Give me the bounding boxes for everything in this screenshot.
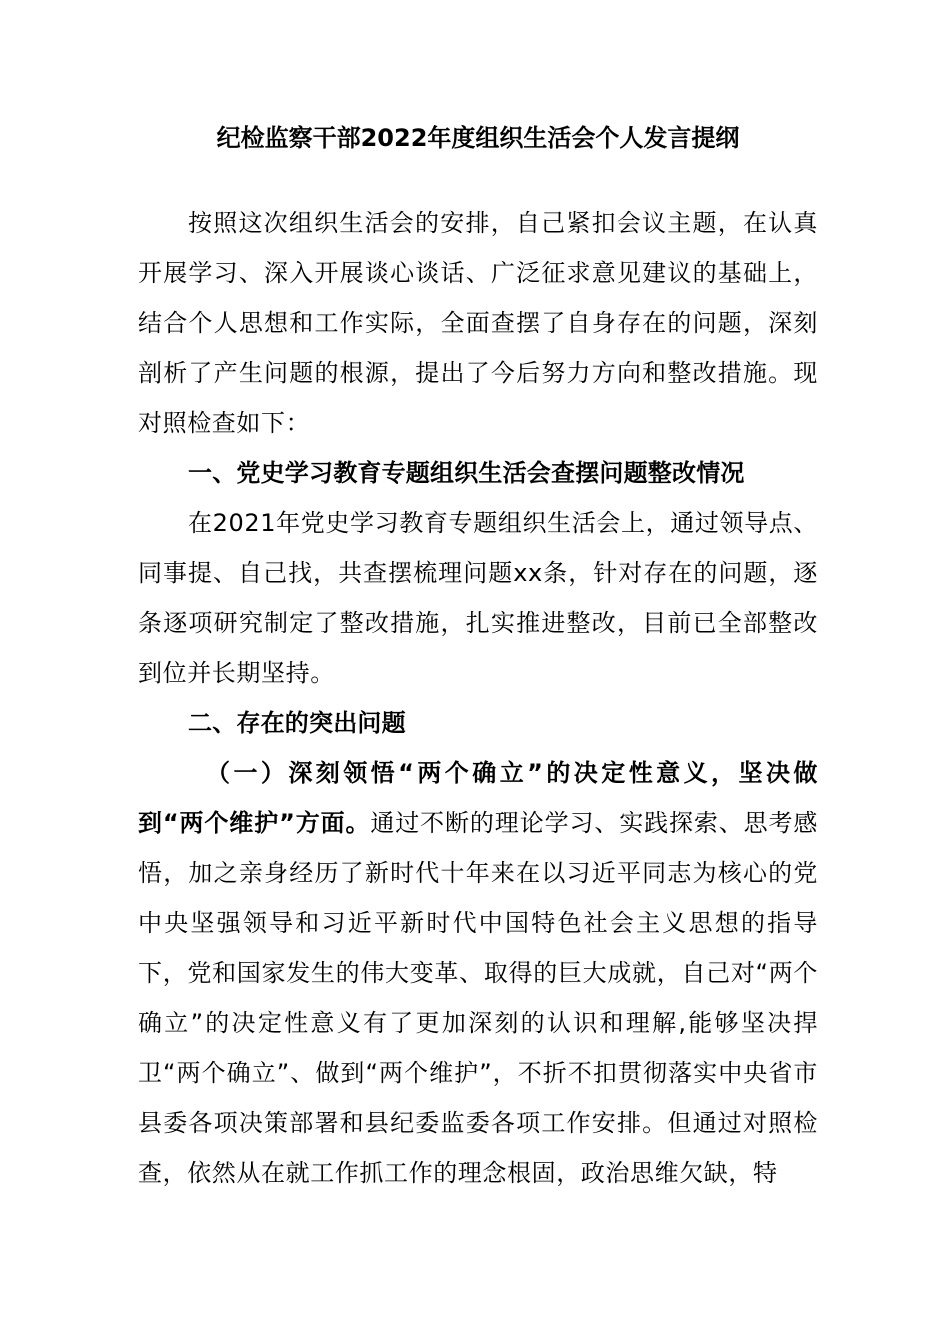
section-2-sub-1-paragraph [138, 748, 818, 1198]
section-2-heading: 二、存在的突出问题 [188, 709, 406, 737]
document-page [138, 118, 818, 1198]
intro-paragraph: 按照这次组织生活会的安排，自己紧扣会议主题，在认真开展学习、深入开展谈心谈话、广泛征求意见建议的基础上，结合个人思想和工作实际，全面查摆了自身存在的问题，深刻剖析了产生问题的根源，提出了今后努力方向和整改措施。现对照检查如下： [138, 209, 818, 437]
section-2-sub-1-heading: （一）深刻领悟“两个确立”的决定性意义，坚决做到“两个维护”方面。 [138, 759, 818, 837]
section-2-sub-1-body: 通过不断的理论学习、实践探索、思考感悟，加之亲身经历了新时代十年来在以习近平同志为核心的党中央坚强领导和习近平新时代中国特色社会主义思想的指导下，党和国家发生的伟大变革、取得的巨大成就，自己对“两个确立”的决定性意义有了更加深刻的认识和理解,能够坚决捍卫“两个确立”、做到“两个维护”，不折不扣贯彻落实中央省市县委各项决策部署和县纪委监委各项工作安排。但通过对照检查，依然从在就工作抓工作的理念根固，政治思维欠缺，特 [138, 809, 818, 1187]
document-title: 纪检监察干部2022年度组织生活会个人发言提纲 [216, 124, 740, 152]
section-1-heading: 一、党史学习教育专题组织生活会查摆问题整改情况 [188, 459, 745, 487]
section-1-paragraph: 在2021年党史学习教育专题组织生活会上，通过领导点、同事提、自己找，共查摆梳理问题xx条，针对存在的问题，逐条逐项研究制定了整改措施，扎实推进整改，目前已全部整改到位并长期坚持。 [138, 509, 818, 687]
